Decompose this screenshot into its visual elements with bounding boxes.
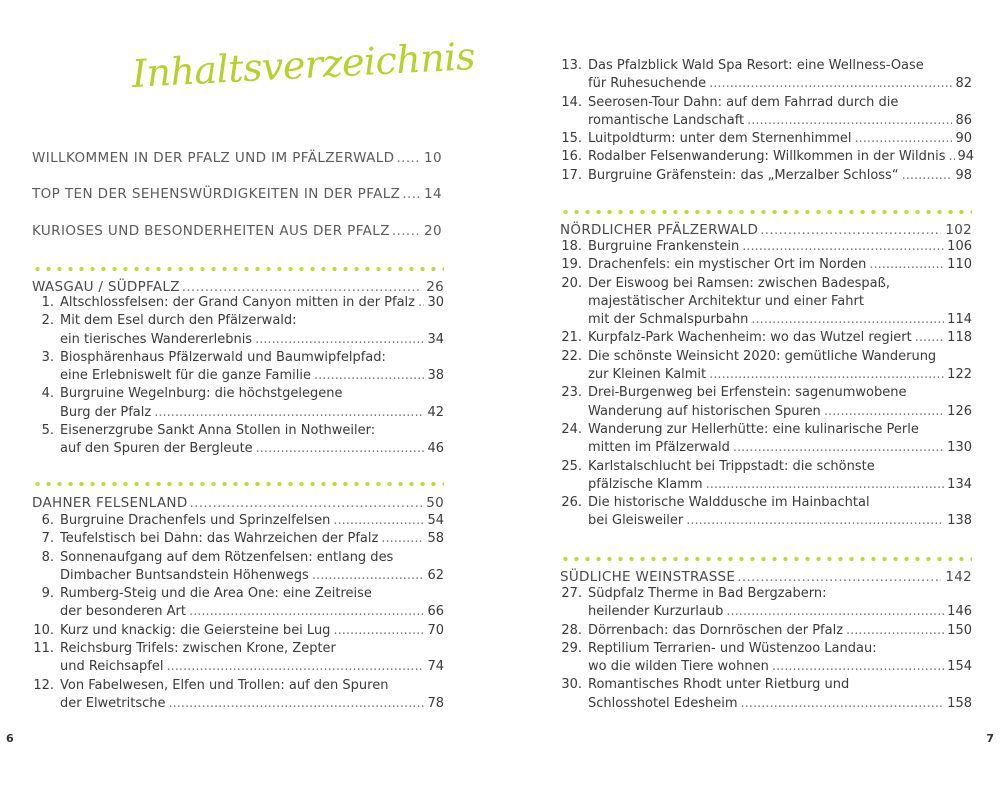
entry-title: Burgruine Gräfenstein: das „Merzalber Schloss“ (588, 167, 899, 183)
toc-entry-line (32, 530, 444, 548)
toc-entry-line (32, 312, 444, 330)
toc-entry-line (560, 348, 972, 366)
toc-entry-line (560, 585, 972, 603)
entry-number: 28. (561, 622, 582, 638)
toc-entry-line (560, 256, 972, 274)
toc-entry-line (32, 567, 444, 585)
leader-dots (169, 695, 425, 713)
toc-entry-line (560, 57, 972, 75)
toc-entry-line (560, 476, 972, 494)
entry-title: Karlstalschlucht bei Trippstadt: die schönste (588, 458, 875, 474)
entry-page: 70 (427, 622, 444, 638)
leader-dots (709, 75, 952, 93)
toc-entry-line (32, 385, 444, 403)
entry-page: 54 (427, 513, 444, 528)
entry-number: 5. (41, 423, 54, 439)
toc-entry-line (32, 331, 444, 349)
leader-dots (915, 329, 944, 347)
toc-heading: Inhaltsverzeichnis (130, 34, 476, 96)
leader-dots (381, 530, 424, 548)
right-page (500, 0, 1000, 800)
toc-entry-line (560, 94, 972, 112)
leader-dots (709, 366, 944, 384)
entry-number: 21. (561, 330, 582, 346)
toc-entry-line (560, 130, 972, 148)
entry-title: Altschlossfelsen: der Grand Canyon mitten in der Pfalz (60, 295, 415, 310)
entry-number: 13. (561, 58, 582, 73)
entry-number: 7. (41, 531, 54, 547)
entry-page: 130 (947, 440, 972, 456)
toc-entry-line (560, 603, 972, 621)
entry-title: Seerosen-Tour Dahn: auf dem Fahrrad durch die (588, 94, 899, 110)
toc-entry-line (560, 148, 975, 166)
toc-entry-line (32, 294, 444, 312)
entry-number: 10. (33, 622, 54, 638)
entry-title: Burgruine Drachenfels und Sprinzelfelsen (60, 513, 331, 528)
leader-dots (733, 439, 944, 457)
entry-title: wo die wilden Tiere wohnen (588, 659, 769, 675)
leader-dots (314, 367, 425, 385)
toc-entry-line (560, 512, 972, 530)
leader-dots (742, 238, 944, 256)
intro-entry (32, 186, 442, 202)
toc-entry-line (32, 695, 444, 713)
toc-entry-line (560, 695, 972, 713)
toc-entry-line (560, 311, 972, 329)
toc-entry-line (560, 439, 972, 457)
leader-dots (741, 695, 945, 713)
entry-title: eine Erlebniswelt für die ganze Familie (60, 368, 311, 384)
toc-entry-line (32, 422, 444, 440)
entry-title: Sonnenaufgang auf dem Rötzenfelsen: entlang des (60, 549, 394, 565)
entry-number: 17. (561, 167, 582, 183)
entry-number: 11. (33, 641, 54, 657)
entry-title: Schlosshotel Edesheim (588, 695, 738, 711)
entry-title: für Ruhesuchende (588, 76, 707, 92)
toc-entry-line (32, 349, 444, 367)
entry-page: 86 (955, 112, 972, 128)
leader-dots (333, 512, 424, 530)
entry-title: Teufelstisch bei Dahn: das Wahrzeichen der Pfalz (60, 531, 379, 547)
dotted-separator (32, 266, 444, 272)
leader-dots (312, 567, 425, 585)
entry-number: 15. (561, 131, 582, 147)
leader-dots (737, 569, 941, 585)
leader-dots (190, 495, 423, 511)
entry-title: Burg der Pfalz (60, 404, 152, 420)
leader-dots (949, 148, 955, 166)
entry-page: 62 (427, 567, 444, 583)
dotted-separator (560, 556, 972, 562)
entry-title: bei Gleisweiler (588, 513, 684, 529)
entry-page: 78 (427, 695, 444, 711)
leader-dots (189, 603, 424, 621)
entry-number: 14. (561, 94, 582, 110)
toc-entry-line (560, 238, 972, 256)
entry-title: der Elwetritsche (60, 695, 166, 711)
leader-dots (760, 222, 941, 238)
leader-dots (751, 311, 944, 329)
entry-number: 12. (33, 677, 54, 693)
entry-title: Reptilium Terrarien- und Wüstenzoo Landau: (588, 640, 877, 656)
entry-number: 20. (561, 275, 582, 291)
entry-title: majestätischer Architektur und einer Fahrt (588, 293, 864, 309)
entry-number: 3. (41, 349, 54, 365)
toc-entry-line (560, 676, 972, 694)
toc-entry-line (32, 512, 444, 530)
entry-page: 106 (947, 239, 972, 254)
entry-title: Drachenfels: ein mystischer Ort im Norden (588, 257, 867, 273)
leader-dots (418, 294, 424, 312)
entry-page: 94 (957, 149, 975, 165)
intro-entry-page: 20 (424, 223, 442, 239)
section-heading (32, 279, 444, 295)
toc-entry-line (32, 658, 444, 676)
entry-page: 34 (427, 331, 444, 347)
entry-title: Von Fabelwesen, Elfen und Trollen: auf den Spuren (60, 677, 389, 693)
leader-dots (855, 130, 953, 148)
dotted-separator (32, 481, 444, 487)
leader-dots (726, 603, 944, 621)
entry-title: Reichsburg Trifels: zwischen Krone, Zepter (60, 641, 336, 657)
entry-page: 66 (427, 604, 444, 620)
entry-title: Dimbacher Buntsandstein Höhenwegs (60, 567, 309, 583)
leader-dots (396, 150, 420, 166)
toc-entry-line (32, 622, 444, 640)
intro-entry-page: 10 (424, 150, 442, 166)
entry-page: 110 (947, 257, 972, 273)
entry-title: Das Pfalzblick Wald Spa Resort: eine Wellness-Oase (588, 58, 924, 73)
entry-list (560, 57, 975, 185)
page-number: 6 (6, 732, 14, 745)
entry-page: 30 (427, 295, 444, 310)
entry-list (32, 512, 444, 713)
section-page: 26 (426, 279, 444, 295)
toc-entry-line (32, 549, 444, 567)
entry-title: Dörrenbach: das Dornröschen der Pfalz (588, 622, 844, 638)
entry-number: 30. (561, 677, 582, 693)
leader-dots (167, 658, 425, 676)
toc-entry-line (32, 367, 444, 385)
toc-entry-line (32, 404, 444, 422)
leader-dots (402, 186, 420, 202)
toc-entry-line (560, 366, 972, 384)
entry-number: 1. (41, 295, 54, 310)
entry-title: Rodalber Felsenwanderung: Willkommen in der Wildnis (588, 149, 946, 165)
leader-dots (154, 404, 424, 422)
toc-entry-line (560, 293, 972, 311)
toc-entry-line (560, 622, 972, 640)
toc-entry-line (560, 75, 972, 93)
toc-entry-line (560, 421, 972, 439)
intro-entry-title: WILLKOMMEN IN DER PFALZ UND IM PFÄLZERWALD (32, 150, 395, 166)
entry-title: der besonderen Art (60, 604, 186, 620)
entry-page: 74 (427, 659, 444, 675)
section-page: 50 (426, 495, 444, 511)
intro-entry-title: TOP TEN DER SEHENSWÜRDIGKEITEN IN DER PFALZ (32, 186, 401, 202)
section-title: DAHNER FELSENLAND (32, 495, 188, 511)
leader-dots (256, 440, 425, 458)
entry-number: 9. (41, 586, 54, 602)
entry-title: Die historische Walddusche im Hainbachtal (588, 495, 870, 511)
entry-page: 90 (955, 131, 972, 147)
toc-entry-line (560, 658, 972, 676)
section-heading (560, 569, 972, 585)
intro-entry-title: KURIOSES UND BESONDERHEITEN AUS DER PFALZ (32, 223, 390, 239)
section-heading (32, 495, 444, 511)
entry-title: Südpfalz Therme in Bad Bergzabern: (588, 586, 827, 601)
entry-list (560, 585, 972, 713)
entry-title: romantische Landschaft (588, 112, 745, 128)
leader-dots (255, 331, 424, 349)
intro-entry (32, 150, 442, 166)
toc-entry-line (560, 640, 972, 658)
entry-number: 8. (41, 549, 54, 565)
entry-title: Mit dem Esel durch den Pfälzerwald: (60, 313, 297, 329)
toc-entry-line (560, 167, 972, 185)
entry-title: Kurz und knackig: die Geiersteine bei Lug (60, 622, 331, 638)
toc-entry-line (560, 384, 972, 402)
leader-dots (846, 622, 944, 640)
leader-dots (392, 223, 420, 239)
entry-title: Burgruine Wegelnburg: die höchstgelegene (60, 386, 343, 402)
entry-title: Romantisches Rhodt unter Rietburg und (588, 677, 850, 693)
leader-dots (333, 622, 424, 640)
entry-page: 46 (427, 441, 444, 457)
entry-page: 158 (947, 695, 972, 711)
entry-list (32, 294, 444, 459)
entry-number: 4. (41, 386, 54, 402)
entry-page: 98 (955, 167, 972, 183)
entry-list (560, 238, 972, 531)
entry-page: 114 (947, 312, 972, 328)
leader-dots (686, 512, 944, 530)
entry-page: 42 (427, 404, 444, 420)
entry-page: 134 (947, 476, 972, 492)
entry-number: 23. (561, 385, 582, 401)
entry-title: Drei-Burgenweg bei Erfenstein: sagenumwobene (588, 385, 907, 401)
intro-entry-page: 14 (424, 186, 442, 202)
entry-number: 16. (561, 149, 582, 165)
toc-entry-line (32, 585, 444, 603)
entry-page: 118 (947, 330, 972, 346)
entry-title: mit der Schmalspurbahn (588, 312, 749, 328)
entry-title: ein tierisches Wandererlebnis (60, 331, 253, 347)
toc-entry-line (32, 440, 444, 458)
toc-entry-line (560, 112, 972, 130)
dotted-separator (560, 209, 972, 215)
page-number: 7 (986, 732, 994, 745)
entry-number: 22. (561, 348, 582, 364)
entry-title: und Reichsapfel (60, 659, 164, 675)
entry-number: 24. (561, 421, 582, 437)
entry-page: 150 (947, 622, 972, 638)
entry-page: 58 (427, 531, 444, 547)
entry-title: Kurpfalz-Park Wachenheim: wo das Wutzel regiert (588, 330, 912, 346)
leader-dots (824, 403, 944, 421)
toc-entry-line (560, 494, 972, 512)
section-heading (560, 222, 972, 238)
entry-page: 122 (947, 367, 972, 383)
entry-title: Wanderung auf historischen Spuren (588, 403, 821, 419)
leader-dots (869, 256, 944, 274)
leader-dots (182, 279, 422, 295)
entry-title: Luitpoldturm: unter dem Sternenhimmel (588, 131, 852, 147)
entry-title: Wanderung zur Hellerhütte: eine kulinarische Perle (588, 421, 919, 437)
toc-entry-line (560, 329, 972, 347)
intro-entry (32, 223, 442, 239)
section-title: WASGAU / SÜDPFALZ (32, 279, 180, 295)
entry-page: 126 (947, 403, 972, 419)
entry-title: mitten im Pfälzerwald (588, 440, 730, 456)
entry-page: 138 (947, 513, 972, 529)
entry-number: 19. (561, 257, 582, 273)
entry-number: 18. (561, 239, 582, 254)
entry-page: 82 (955, 76, 972, 92)
entry-number: 29. (561, 640, 582, 656)
section-page: 142 (945, 569, 972, 585)
entry-page: 38 (427, 368, 444, 384)
entry-number: 25. (561, 458, 582, 474)
entry-title: Der Eiswoog bei Ramsen: zwischen Badespaß, (588, 275, 890, 291)
toc-entry-line (560, 403, 972, 421)
toc-entry-line (560, 275, 972, 293)
section-title: NÖRDLICHER PFÄLZERWALD (560, 222, 759, 238)
entry-page: 154 (947, 659, 972, 675)
entry-number: 6. (41, 513, 54, 528)
toc-entry-line (32, 677, 444, 695)
entry-title: Eisenerzgrube Sankt Anna Stollen in Nothweiler: (60, 423, 376, 439)
toc-entry-line (32, 603, 444, 621)
entry-number: 27. (561, 586, 582, 601)
leader-dots (706, 476, 945, 494)
entry-number: 2. (41, 313, 54, 329)
section-title: SÜDLICHE WEINSTRASSE (560, 569, 736, 585)
leader-dots (772, 658, 944, 676)
section-page: 102 (945, 222, 972, 238)
entry-title: Rumberg-Steig und die Area One: eine Zeitreise (60, 586, 372, 602)
toc-entry-line (560, 458, 972, 476)
entry-title: heilender Kurzurlaub (588, 604, 724, 620)
toc-entry-line (32, 640, 444, 658)
entry-title: pfälzische Klamm (588, 476, 703, 492)
entry-title: Die schönste Weinsicht 2020: gemütliche Wanderung (588, 348, 937, 364)
entry-page: 146 (947, 604, 972, 620)
entry-title: Burgruine Frankenstein (588, 239, 740, 254)
entry-number: 26. (561, 495, 582, 511)
leader-dots (902, 167, 953, 185)
entry-title: Biosphärenhaus Pfälzerwald und Baumwipfelpfad: (60, 349, 386, 365)
entry-title: zur Kleinen Kalmit (588, 367, 707, 383)
leader-dots (747, 112, 952, 130)
entry-title: auf den Spuren der Bergleute (60, 441, 253, 457)
